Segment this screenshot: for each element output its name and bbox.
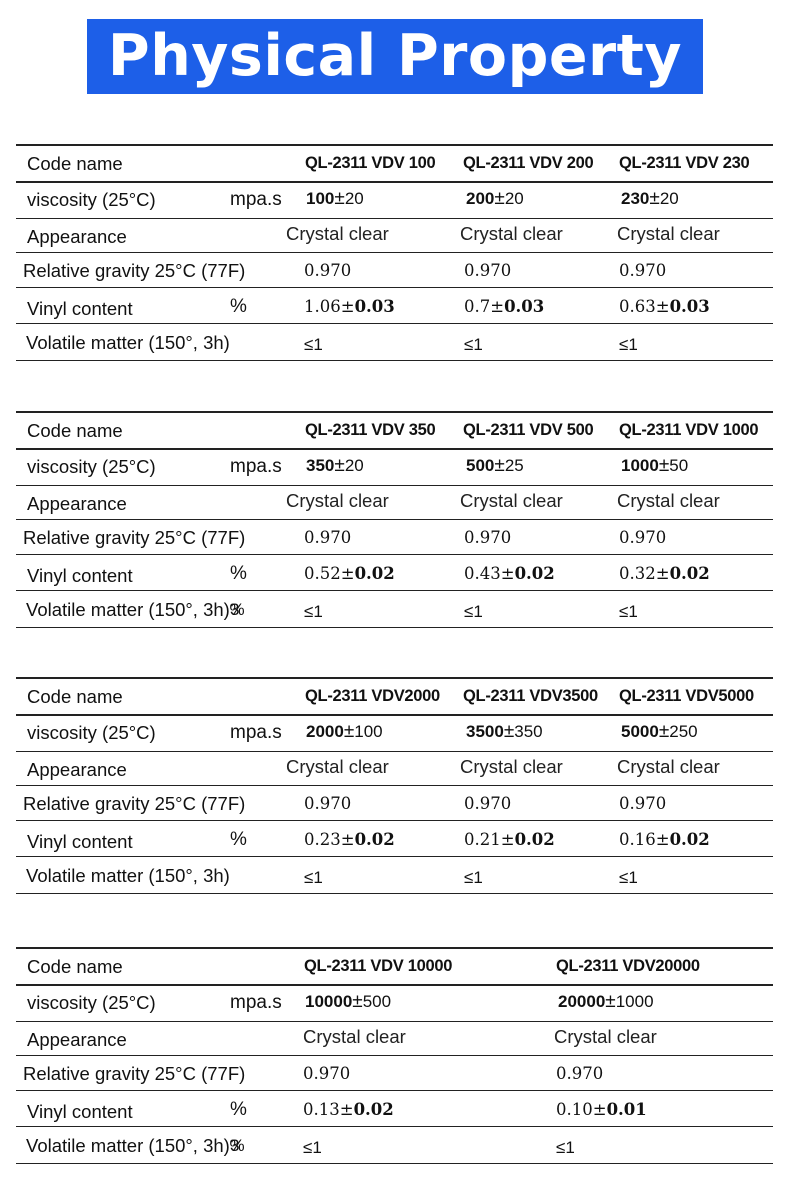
gravity-value: 0.970 bbox=[303, 1064, 351, 1083]
viscosity-value: 10000±500 bbox=[305, 991, 392, 1012]
vinyl-label: Vinyl content bbox=[27, 831, 133, 852]
vinyl-value: 0.43±0.02 bbox=[464, 564, 555, 583]
product-code: QL-2311 VDV20000 bbox=[556, 957, 700, 975]
row-divider bbox=[16, 677, 773, 679]
gravity-value: 0.970 bbox=[304, 261, 352, 280]
volatile-value: ≤1 bbox=[556, 1138, 575, 1157]
vinyl-value: 0.32±0.02 bbox=[619, 564, 710, 583]
row-divider bbox=[16, 411, 773, 413]
spec-table bbox=[16, 144, 773, 360]
row-divider bbox=[16, 144, 773, 146]
gravity-label: Relative gravity 25°C (77F) bbox=[23, 793, 246, 814]
gravity-label: Relative gravity 25°C (77F) bbox=[23, 1063, 246, 1084]
code-name-label: Code name bbox=[27, 153, 123, 174]
row-divider bbox=[16, 1021, 773, 1022]
appearance-value: Crystal clear bbox=[617, 756, 720, 777]
viscosity-unit: mpa.s bbox=[230, 722, 282, 743]
code-name-label: Code name bbox=[27, 956, 123, 977]
title-banner bbox=[87, 19, 703, 94]
row-divider bbox=[16, 1126, 773, 1127]
appearance-value: Crystal clear bbox=[460, 756, 563, 777]
viscosity-value: 200±20 bbox=[466, 188, 524, 209]
viscosity-value: 2000±100 bbox=[306, 721, 383, 742]
appearance-label: Appearance bbox=[27, 1029, 127, 1050]
gravity-value: 0.970 bbox=[619, 794, 667, 813]
row-divider bbox=[16, 1163, 773, 1164]
viscosity-value: 500±25 bbox=[466, 455, 524, 476]
viscosity-unit: mpa.s bbox=[230, 456, 282, 477]
row-divider bbox=[16, 448, 773, 450]
gravity-label: Relative gravity 25°C (77F) bbox=[23, 260, 246, 281]
volatile-label: Volatile matter (150°, 3h) bbox=[26, 1135, 230, 1156]
spec-table bbox=[16, 947, 773, 1163]
row-divider bbox=[16, 1090, 773, 1091]
appearance-value: Crystal clear bbox=[460, 490, 563, 511]
appearance-value: Crystal clear bbox=[303, 1026, 406, 1047]
gravity-value: 0.970 bbox=[619, 261, 667, 280]
row-divider bbox=[16, 714, 773, 716]
volatile-value: ≤1 bbox=[304, 335, 323, 354]
viscosity-value: 20000±1000 bbox=[558, 991, 654, 1012]
product-code: QL-2311 VDV 200 bbox=[463, 154, 594, 172]
vinyl-value: 0.16±0.02 bbox=[619, 830, 710, 849]
product-code: QL-2311 VDV 350 bbox=[305, 421, 436, 439]
row-divider bbox=[16, 287, 773, 288]
row-divider bbox=[16, 627, 773, 628]
row-divider bbox=[16, 751, 773, 752]
gravity-value: 0.970 bbox=[619, 528, 667, 547]
page-title: Physical Property bbox=[107, 23, 683, 89]
vinyl-unit: % bbox=[230, 296, 247, 317]
volatile-unit-overlap: 3% bbox=[230, 1136, 235, 1155]
row-divider bbox=[16, 360, 773, 361]
appearance-value: Crystal clear bbox=[460, 223, 563, 244]
appearance-value: Crystal clear bbox=[286, 223, 389, 244]
appearance-value: Crystal clear bbox=[617, 223, 720, 244]
product-code: QL-2311 VDV3500 bbox=[463, 687, 598, 705]
volatile-label: Volatile matter (150°, 3h) bbox=[26, 599, 230, 620]
product-code: QL-2311 VDV 230 bbox=[619, 154, 750, 172]
row-divider bbox=[16, 820, 773, 821]
product-code: QL-2311 VDV 500 bbox=[463, 421, 594, 439]
row-divider bbox=[16, 554, 773, 555]
volatile-unit-overlap: 3% bbox=[230, 600, 235, 619]
viscosity-value: 5000±250 bbox=[621, 721, 698, 742]
vinyl-value: 0.63±0.03 bbox=[619, 297, 710, 316]
code-name-label: Code name bbox=[27, 420, 123, 441]
viscosity-unit: mpa.s bbox=[230, 992, 282, 1013]
volatile-label: Volatile matter (150°, 3h) bbox=[26, 865, 230, 886]
volatile-value: ≤1 bbox=[464, 868, 483, 887]
viscosity-unit: mpa.s bbox=[230, 189, 282, 210]
row-divider bbox=[16, 1055, 773, 1056]
row-divider bbox=[16, 590, 773, 591]
appearance-label: Appearance bbox=[27, 226, 127, 247]
vinyl-value: 0.13±0.02 bbox=[303, 1100, 394, 1119]
row-divider bbox=[16, 252, 773, 253]
viscosity-value: 1000±50 bbox=[621, 455, 689, 476]
product-code: QL-2311 VDV 1000 bbox=[619, 421, 759, 439]
appearance-value: Crystal clear bbox=[554, 1026, 657, 1047]
row-divider bbox=[16, 785, 773, 786]
viscosity-value: 230±20 bbox=[621, 188, 679, 209]
spec-table bbox=[16, 677, 773, 893]
vinyl-unit: % bbox=[230, 1099, 247, 1120]
volatile-value: ≤1 bbox=[619, 335, 638, 354]
volatile-value: ≤1 bbox=[304, 602, 323, 621]
volatile-value: ≤1 bbox=[303, 1138, 322, 1157]
viscosity-value: 100±20 bbox=[306, 188, 364, 209]
volatile-value: ≤1 bbox=[464, 602, 483, 621]
product-code: QL-2311 VDV 100 bbox=[305, 154, 436, 172]
row-divider bbox=[16, 947, 773, 949]
appearance-value: Crystal clear bbox=[286, 490, 389, 511]
gravity-value: 0.970 bbox=[464, 528, 512, 547]
appearance-label: Appearance bbox=[27, 759, 127, 780]
spec-table bbox=[16, 411, 773, 627]
gravity-label: Relative gravity 25°C (77F) bbox=[23, 527, 246, 548]
row-divider bbox=[16, 485, 773, 486]
volatile-value: ≤1 bbox=[619, 602, 638, 621]
vinyl-label: Vinyl content bbox=[27, 565, 133, 586]
volatile-value: ≤1 bbox=[464, 335, 483, 354]
row-divider bbox=[16, 181, 773, 183]
appearance-value: Crystal clear bbox=[286, 756, 389, 777]
vinyl-value: 0.21±0.02 bbox=[464, 830, 555, 849]
viscosity-label: viscosity (25°C) bbox=[27, 992, 156, 1013]
vinyl-value: 0.52±0.02 bbox=[304, 564, 395, 583]
gravity-value: 0.970 bbox=[304, 794, 352, 813]
appearance-value: Crystal clear bbox=[617, 490, 720, 511]
vinyl-value: 0.7±0.03 bbox=[464, 297, 545, 316]
vinyl-value: 1.06±0.03 bbox=[304, 297, 395, 316]
viscosity-label: viscosity (25°C) bbox=[27, 456, 156, 477]
row-divider bbox=[16, 218, 773, 219]
product-code: QL-2311 VDV5000 bbox=[619, 687, 754, 705]
row-divider bbox=[16, 984, 773, 986]
volatile-value: ≤1 bbox=[619, 868, 638, 887]
volatile-value: ≤1 bbox=[304, 868, 323, 887]
vinyl-label: Vinyl content bbox=[27, 1101, 133, 1122]
gravity-value: 0.970 bbox=[464, 261, 512, 280]
gravity-value: 0.970 bbox=[556, 1064, 604, 1083]
gravity-value: 0.970 bbox=[304, 528, 352, 547]
appearance-label: Appearance bbox=[27, 493, 127, 514]
product-code: QL-2311 VDV2000 bbox=[305, 687, 440, 705]
volatile-label: Volatile matter (150°, 3h) bbox=[26, 332, 230, 353]
gravity-value: 0.970 bbox=[464, 794, 512, 813]
code-name-label: Code name bbox=[27, 686, 123, 707]
vinyl-value: 0.10±0.01 bbox=[556, 1100, 647, 1119]
product-code: QL-2311 VDV 10000 bbox=[304, 957, 453, 975]
row-divider bbox=[16, 519, 773, 520]
vinyl-unit: % bbox=[230, 563, 247, 584]
viscosity-value: 350±20 bbox=[306, 455, 364, 476]
row-divider bbox=[16, 323, 773, 324]
viscosity-value: 3500±350 bbox=[466, 721, 543, 742]
row-divider bbox=[16, 893, 773, 894]
vinyl-value: 0.23±0.02 bbox=[304, 830, 395, 849]
vinyl-label: Vinyl content bbox=[27, 298, 133, 319]
viscosity-label: viscosity (25°C) bbox=[27, 722, 156, 743]
row-divider bbox=[16, 856, 773, 857]
vinyl-unit: % bbox=[230, 829, 247, 850]
viscosity-label: viscosity (25°C) bbox=[27, 189, 156, 210]
